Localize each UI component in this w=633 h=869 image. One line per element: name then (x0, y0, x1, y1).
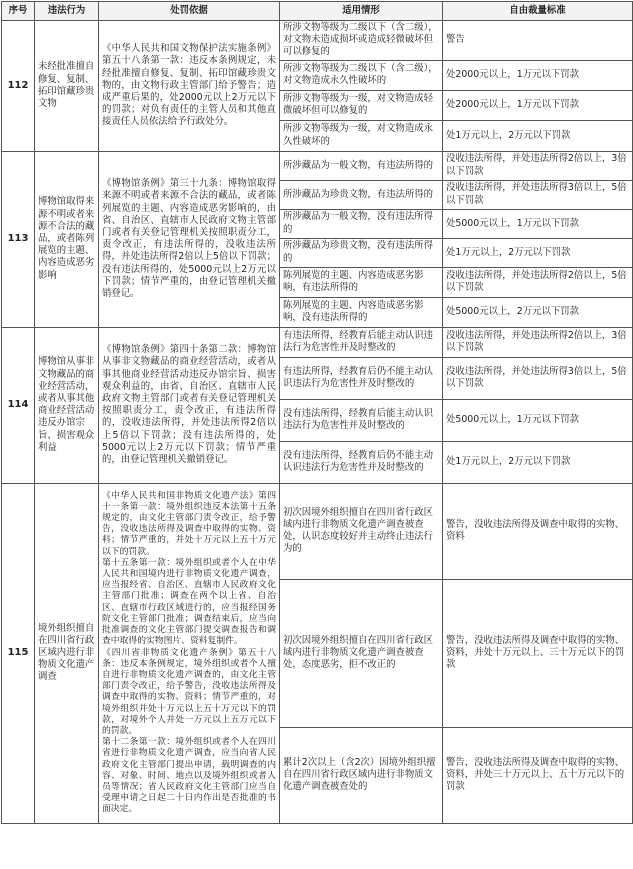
situation-cell: 没有违法所得，经教育后能主动认识违法行为危害性并及时整改的 (280, 399, 443, 441)
standard-cell: 处2000元以上，1万元以下罚款 (443, 90, 633, 120)
row-number: 113 (2, 151, 35, 327)
situation-cell: 所涉藏品为珍贵文物，有违法所得的 (280, 180, 443, 209)
situation-cell: 所涉文物等级为二级以下（含二级），对文物未造成损坏或造成轻微破坏但可以修复的 (280, 21, 443, 61)
situation-cell: 初次因境外组织擅自在四川省行政区域内进行非物质文化遗产调查被查处，认识态度较好并主动终止违法行为的 (280, 483, 443, 579)
situation-cell: 有违法所得，经教育后能主动认识违法行为危害性并及时整改的 (280, 327, 443, 357)
situation-cell: 陈列展览的主题、内容造成恶劣影响，没有违法所得的 (280, 297, 443, 327)
standard-cell: 处5000元以上，1万元以下罚款 (443, 399, 633, 441)
table-row (2, 151, 633, 180)
situation-cell: 所涉文物等级为二级以下（含二级），对文物造成永久性破坏的 (280, 60, 443, 90)
situation-cell: 所涉藏品为珍贵文物，没有违法所得的 (280, 238, 443, 267)
standard-cell: 处1万元以上，2万元以下罚款 (443, 238, 633, 267)
header-act: 违法行为 (35, 2, 99, 21)
situation-cell: 所涉藏品为一般文物，有违法所得的 (280, 151, 443, 180)
standard-cell: 警告，没收违法所得及调查中取得的实物、资料，并处三十万元以上、五十万元以下的罚款 (443, 727, 633, 823)
standard-cell: 处2000元以上，1万元以下罚款 (443, 60, 633, 90)
penalty-basis: 《中华人民共和国非物质文化遗产法》第四十一条第一款：境外组织违反本法第十五条规定的，由文化主管部门责令改正，给予警告，没收违法所得及调查中取得的实物、资料；情节严重的，并处十万元以上五十万元以下的罚款。 第十五条第一款：境外组织或者个人在中华人民共和国境内进行非物质文化遗产调查，应当报经省、自治区、直辖市人民政府文化主管部门批准；调查在两个以上省、自治区、直辖市行政区域进行的，应当报经国务院文化主管部门批准；调查结束后，应当向批准调查的文化主管部门提交调查报告和调查中取得的实物图片、资料复制件。 《四川省非物质文化遗产条例》第五十八条：违反本条例规定，境外组织或者个人擅自进行非物质文化遗产调查的，由文化主管部门责令改正，给予警告，没收违法所得及调查中取得的实物、资料；情节严重的，对境外组织并处十万元以上五十万元以下的罚款，对境外个人并处一万元以上五万元以下的罚款。 第十二条第一款：境外组织或者个人在四川省进行非物质文化遗产调查，应当向省人民政府文化主管部门提出申请，载明调查的内容、对象、时间、地点以及境外组织或者人员等情况；省人民政府文化主管部门应当自受理申请之日起二十日内作出是否批准的书面决定。 (99, 483, 280, 823)
standard-cell: 处1万元以上，2万元以下罚款 (443, 441, 633, 483)
standard-cell: 没收违法所得，并处违法所得2倍以上，5倍以下罚款 (443, 267, 633, 297)
header-no: 序号 (2, 2, 35, 21)
penalty-basis: 《博物馆条例》第四十条第二款：博物馆从事非文物藏品的商业经营活动，或者从事其他商业经营活动违反办馆宗旨、损害观众利益的，由省、自治区、直辖市人民政府文物主管部门或者有关登记管理机关按照职责分工，责令改正，有违法所得的，没收违法所得，并处违法所得2倍以上5倍以下罚款；没有违法所得的，处5000元以上2万元以下罚款；情节严重的，由登记管理机关撤销登记。 (99, 327, 280, 483)
standard-cell: 没收违法所得，并处违法所得2倍以上，3倍以下罚款 (443, 151, 633, 180)
situation-cell: 所涉文物等级为一级，对文物造成轻微破坏但可以修复的 (280, 90, 443, 120)
violation-act: 境外组织擅自在四川省行政区域内进行非物质文化遗产调查 (35, 483, 99, 823)
situation-cell: 有违法所得，经教育后仍不能主动认识违法行为危害性并及时整改的 (280, 357, 443, 399)
row-number: 114 (2, 327, 35, 483)
header-basis: 处罚依据 (99, 2, 280, 21)
header-standard: 自由裁量标准 (443, 2, 633, 21)
table-row (2, 327, 633, 357)
penalty-basis: 《中华人民共和国文物保护法实施条例》第五十八条第一款：违反本条例规定，未经批准擅自修复、复制、拓印馆藏珍贵文物的，由文物行政主管部门给予警告；造成严重后果的，处2000元以上2万元以下的罚款；对负有责任的主管人员和其他直接责任人员依法给予行政处分。 (99, 21, 280, 152)
situation-cell: 累计2次以上（含2次）因境外组织擅自在四川省行政区域内进行非物质文化遗产调查被查处的 (280, 727, 443, 823)
situation-cell: 没有违法所得，经教育后仍不能主动认识违法行为危害性并及时整改的 (280, 441, 443, 483)
situation-cell: 所涉藏品为一般文物，没有违法所得的 (280, 209, 443, 238)
standard-cell: 处5000元以上，2万元以下罚款 (443, 297, 633, 327)
standard-cell: 警告 (443, 21, 633, 61)
situation-cell: 初次因境外组织擅自在四川省行政区域内进行非物质文化遗产调查被查处，态度恶劣，拒不改正的 (280, 579, 443, 727)
standard-cell: 警告，没收违法所得及调查中取得的实物、资料 (443, 483, 633, 579)
violation-act: 未经批准擅自修复、复制、拓印馆藏珍贵文物 (35, 21, 99, 152)
violation-act: 博物馆从事非文物藏品的商业经营活动，或者从事其他商业经营活动违反办馆宗旨、损害观众利益 (35, 327, 99, 483)
table-header-row (2, 2, 633, 21)
table-row (2, 21, 633, 61)
standard-cell: 处1万元以上，2万元以下罚款 (443, 120, 633, 151)
standard-cell: 警告，没收违法所得及调查中取得的实物、资料，并处十万元以上、三十万元以下的罚款 (443, 579, 633, 727)
standard-cell: 处5000元以上，1万元以下罚款 (443, 209, 633, 238)
violation-act: 博物馆取得来源不明或者来源不合法的藏品，或者陈列展览的主题、内容造成恶劣影响 (35, 151, 99, 327)
situation-cell: 陈列展览的主题、内容造成恶劣影响，有违法所得的 (280, 267, 443, 297)
penalty-basis: 《博物馆条例》第三十九条：博物馆取得来源不明或者来源不合法的藏品，或者陈列展览的主题、内容造成恶劣影响的，由省、自治区、直辖市人民政府文物主管部门或者有关登记管理机关按照职责分工，责令改正，有违法所得的，没收违法所得，并处违法所得2倍以上5倍以下罚款；没有违法所得的，处5000元以上2万元以下罚款；情节严重的，由登记管理机关撤销登记。 (99, 151, 280, 327)
standard-cell: 没收违法所得，并处违法所得2倍以上，3倍以下罚款 (443, 327, 633, 357)
penalty-discretion-table (1, 1, 633, 824)
standard-cell: 没收违法所得，并处违法所得3倍以上，5倍以下罚款 (443, 180, 633, 209)
situation-cell: 所涉文物等级为一级，对文物造成永久性破坏的 (280, 120, 443, 151)
row-number: 112 (2, 21, 35, 152)
row-number: 115 (2, 483, 35, 823)
header-situation: 适用情形 (280, 2, 443, 21)
table-row (2, 483, 633, 579)
standard-cell: 没收违法所得，并处违法所得3倍以上，5倍以下罚款 (443, 357, 633, 399)
